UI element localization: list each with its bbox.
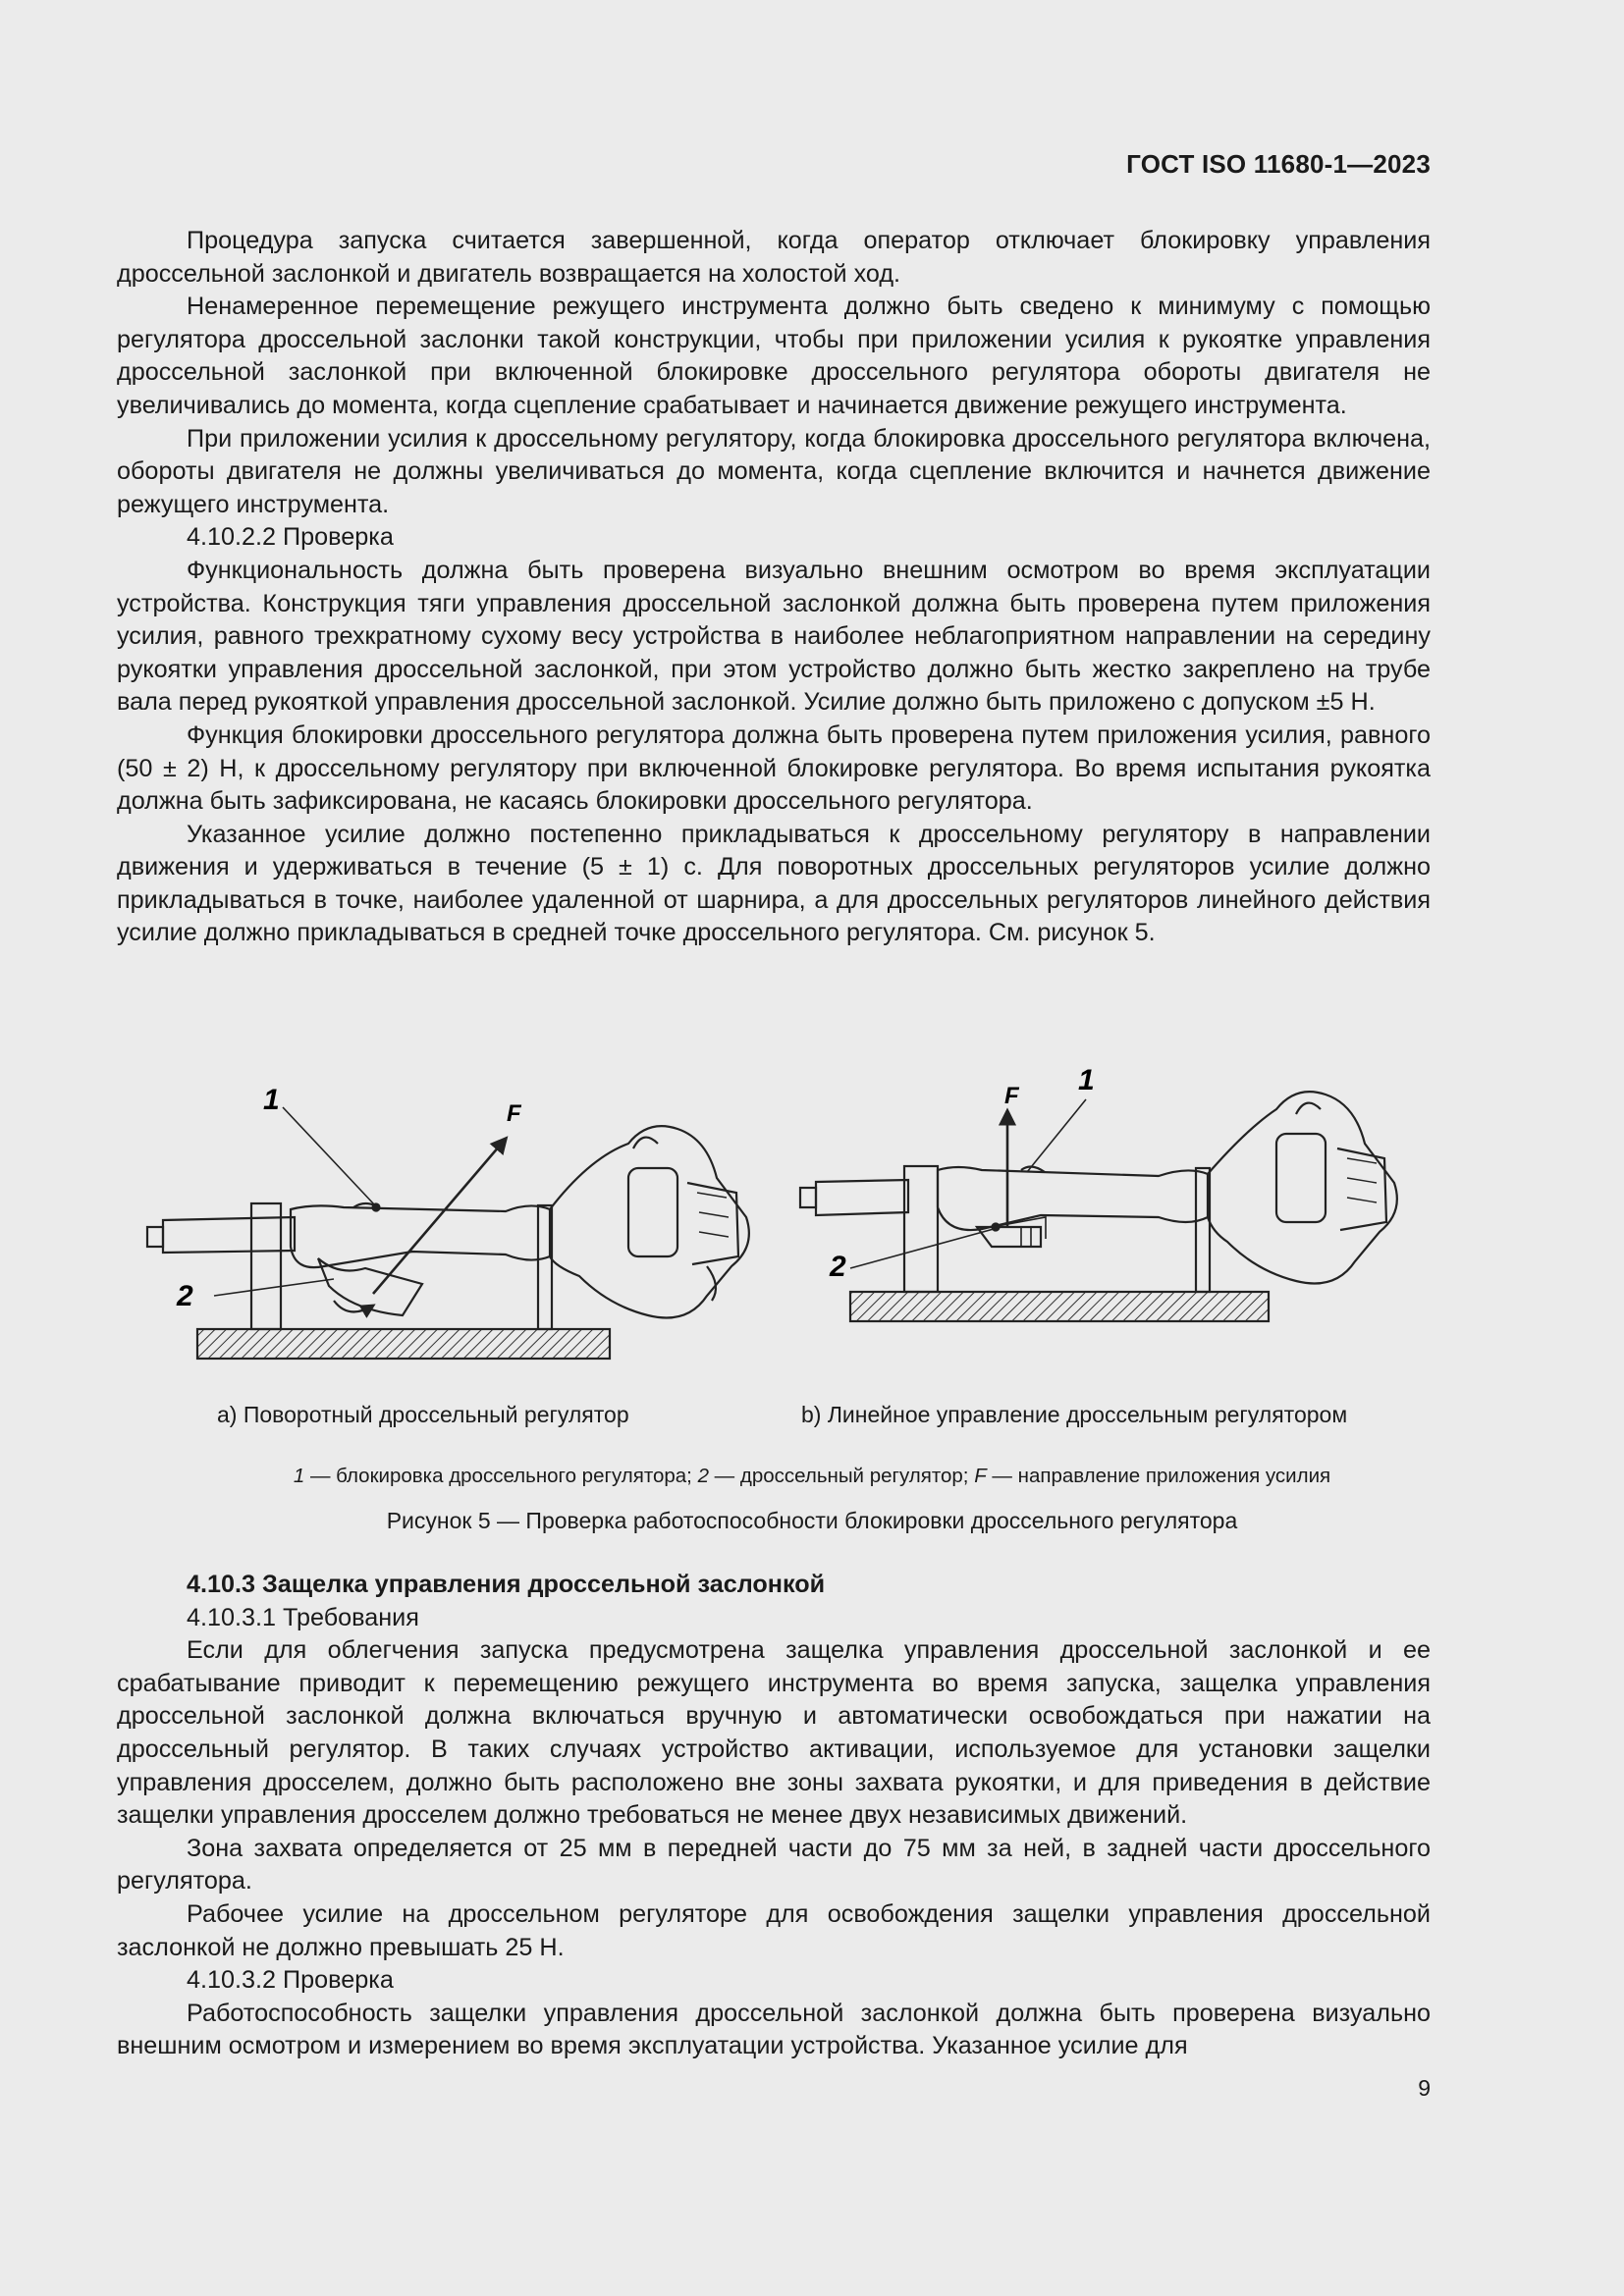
subsection-title: 4.10.2.2 Проверка [187, 523, 394, 552]
paragraph: Если для облегчения запуска предусмотрена защелка управления дроссельной заслонкой и ее срабатывание приводит к перемещению режущего инструмента во время запуска, защелка управления дроссельной заслонкой должна включаться вручную и автоматически освобождаться при нажатии на дроссельный регулятор. В таких случаях устройство активации, используемое для установки защелки управления дросселем, должно быть расположено вне зоны захвата рукоятки, и для приведения в действие защелки управления дросселем должно требоваться не менее двух независимых движений. [117, 1636, 1431, 1830]
shaft-end [800, 1188, 816, 1207]
figure-b-linear-throttle [800, 1092, 1397, 1321]
figure-title: Рисунок 5 — Проверка работоспособности блокировки дроссельного регулятора [386, 1508, 1238, 1533]
clamp-support [251, 1203, 281, 1329]
label-2: 2 [177, 1280, 193, 1312]
leader-line-1 [283, 1107, 375, 1205]
legend-text-1: — блокировка дроссельного регулятора; [304, 1465, 698, 1487]
shaft-end [147, 1227, 163, 1247]
legend-key-f: F [974, 1465, 987, 1487]
legend-key-2: 2 [697, 1465, 709, 1487]
page-number: 9 [1418, 2075, 1431, 2101]
figure-caption-a: а) Поворотный дроссельный регулятор [217, 1402, 629, 1427]
legend-text-2: — дроссельный регулятор; [708, 1465, 975, 1487]
figure-legend [0, 1465, 1624, 1488]
legend-text-f: — направление приложения усилия [986, 1465, 1331, 1487]
section-heading: 4.10.3 Защелка управления дроссельной заслонкой [187, 1571, 826, 1598]
throttle-handle [291, 1205, 550, 1267]
subsection-title: 4.10.3.1 Требования [187, 1603, 419, 1631]
paragraph: Ненамеренное перемещение режущего инструмента должно быть сведено к минимуму с помощью регулятора дроссельной заслонки такой конструкции, чтобы при приложении усилия к рукоятке управления дроссельной заслонкой при включенной блокировке дроссельного регулятора обороты двигателя не увеличивались до момента, когда сцепление срабатывает и начинается движение режущего инструмента. [117, 293, 1431, 419]
label-1: 1 [1078, 1064, 1095, 1096]
paragraph: Процедура запуска считается завершенной, когда оператор отключает блокировку управления дроссельной заслонкой и двигатель возвращается на холостой ход. [117, 227, 1431, 288]
paragraph: Функция блокировки дроссельного регулятора должна быть проверена путем приложения усилия, равного (50 ± 2) Н, к дроссельному регулятору при включенной блокировке регулятора. Во время испытания рукоятка должна быть зафиксирована, не касаясь блокировки дроссельного регулятора. [117, 721, 1431, 816]
subsection-title: 4.10.3.2 Проверка [187, 1966, 394, 1995]
figure-caption-b: b) Линейное управление дроссельным регулятором [801, 1402, 1348, 1427]
label-f: F [507, 1100, 521, 1127]
engine-housing [1208, 1092, 1397, 1283]
paragraph: Зона захвата определяется от 25 мм в передней части до 75 мм за ней, в задней части дроссельного регулятора. [117, 1834, 1431, 1896]
paragraph: Работоспособность защелки управления дроссельной заслонкой должна быть проверена визуально внешним осмотром и измерением во время эксплуатации устройства. Указанное усилие для [117, 1999, 1431, 2060]
drive-shaft [816, 1180, 908, 1215]
leader-line-2 [850, 1229, 994, 1268]
leader-line-2 [214, 1279, 334, 1296]
label-1: 1 [263, 1084, 280, 1116]
paragraph: Указанное усилие должно постепенно прикладываться к дроссельному регулятору в направлении движения и удерживаться в течение (5 ± 1) с. Для поворотных дроссельных регуляторов усилие должно прикладываться в точке, наиболее удаленной от шарнира, а для дроссельных регуляторов линейного действия усилие должно прикладываться в средней точке дроссельного регулятора. См. рисунок 5. [117, 820, 1431, 947]
paragraph: При приложении усилия к дроссельному регулятору, когда блокировка дроссельного регулятора включена, обороты двигателя не должны увеличиваться до момента, когда сцепление включится и начнется движение режущего инструмента. [117, 424, 1431, 518]
base-plate [197, 1329, 610, 1359]
leader-line-1 [1027, 1099, 1086, 1172]
base-plate [850, 1292, 1269, 1321]
fuel-tank [628, 1168, 677, 1256]
section-throttle-lockout [117, 225, 1431, 950]
legend-key-1: 1 [293, 1465, 305, 1487]
drive-shaft [163, 1217, 295, 1253]
force-arrow [373, 1139, 506, 1294]
engine-housing [550, 1126, 749, 1317]
fuel-tank [1276, 1134, 1326, 1222]
label-f: F [1004, 1083, 1019, 1109]
paragraph: Функциональность должна быть проверена визуально внешним осмотром во время эксплуатации устройства. Конструкция тяги управления дроссельной заслонкой должна быть проверена путем приложения усилия, равного трехкратному сухому весу устройства в наиболее неблагоприятном направлении на середину рукоятки управления дроссельной заслонкой, при этом устройство должно быть жестко закреплено на трубе вала перед рукояткой управления дроссельной заслонкой. Усилие должно быть приложено с допуском ±5 Н. [117, 556, 1431, 717]
section-throttle-latch [117, 1569, 1431, 2063]
throttle-handle [938, 1167, 1208, 1230]
figure-a-rotary-throttle [147, 1126, 749, 1359]
paragraph: Рабочее усилие на дроссельном регуляторе для освобождения защелки управления дроссельной заслонкой не должно превышать 25 Н. [117, 1899, 1431, 1961]
document-header: ГОСТ ISO 11680-1—2023 [1126, 149, 1431, 179]
label-2: 2 [830, 1251, 846, 1283]
